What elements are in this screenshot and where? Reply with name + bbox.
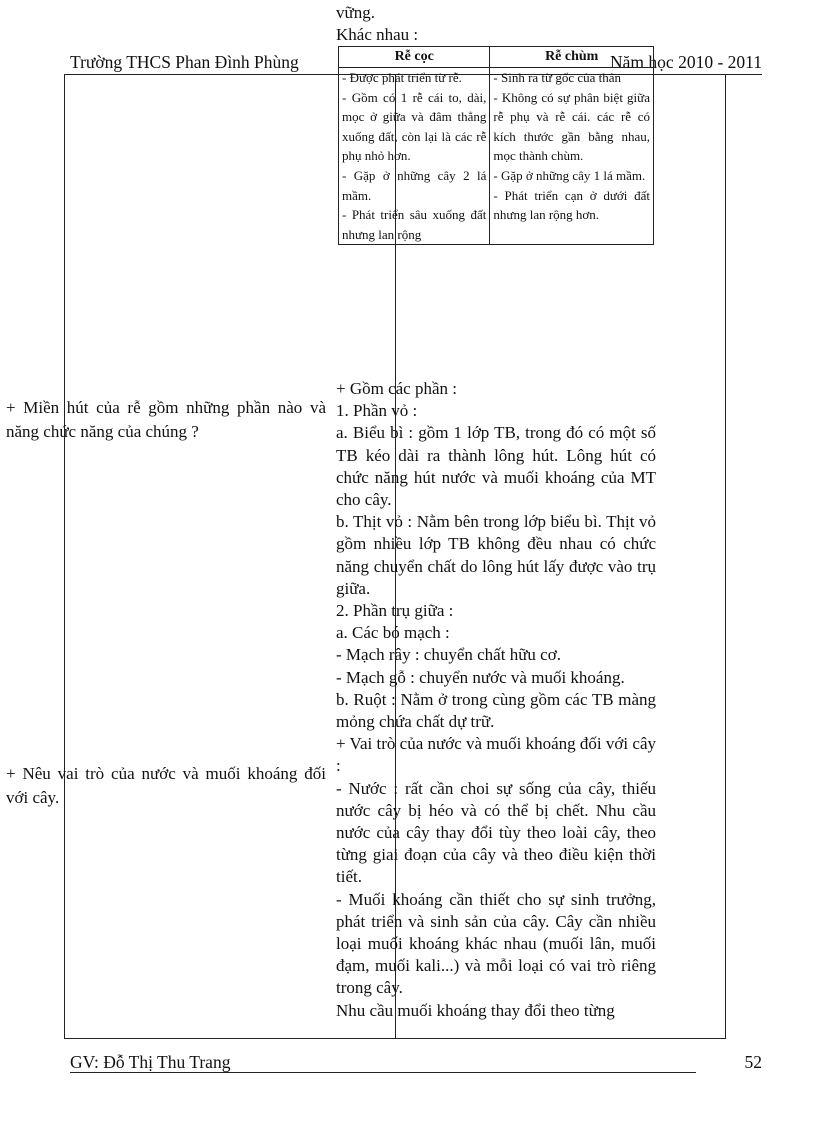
answer-line: - Mạch rây : chuyển chất hữu cơ. [336, 645, 561, 665]
answer-line: - Muối khoáng cần thiết cho sự sinh trưởng, phát triển và sinh sản của cây. Cây cần nhiều loại muối khoáng khác nhau (muối lân, muối đạm, muối kali...) và mỗi loại có vai trò riêng trong cây. [336, 889, 656, 998]
answer-line: b. Thịt vỏ : Nằm bên trong lớp biểu bì. Thịt vỏ gồm nhiều lớp TB không đều nhau có chức năng chuyển chất do lông hút lấy được vào trụ giữa. [336, 512, 656, 598]
answer-line: a. Biểu bì : gồm 1 lớp TB, trong đó có một số TB kéo dài ra thành lông hút. Lông hút có chức năng hút nước và muối khoáng của MT cho cây. [336, 423, 656, 510]
header-taproot: Rễ cọc [339, 47, 490, 68]
school-year: Năm học 2010 - 2011 [610, 52, 762, 72]
answer-line: b. Ruột : Nằm ở trong cùng gồm các TB màng mỏng chứa chất dự trữ. [336, 689, 656, 732]
answer-line: 2. Phần trụ giữa : [336, 601, 454, 621]
taproot-structure: - Gồm có 1 rễ cái to, dài, mọc ở giữa và đâm thẳng xuống đất, còn lại là các rễ phụ nhỏ hơn. [342, 89, 487, 164]
taproot-origin: - Được phát triển từ rễ. [342, 70, 462, 85]
answer-line: 1. Phần vỏ : [336, 401, 418, 421]
fibrous-root-cell [490, 68, 654, 245]
taproot-growth: - Phát triển sâu xuống đất nhưng lan rộng [342, 207, 487, 242]
answer-top-line: vững. [336, 3, 375, 22]
answer-line: + Vai trò của nước và muối khoáng đối với cây : [336, 734, 656, 776]
school-name: Trường THCS Phan Đình Phùng [70, 52, 299, 72]
question-water-minerals: + Nêu vai trò của nước và muối khoáng đối với cây. [6, 764, 326, 807]
fibrous-structure: - Không có sự phân biệt giữa rễ phụ và rễ cái. các rễ có kích thước gần bằng nhau, mọc thành chùm. [493, 89, 650, 164]
answer-line: a. Các bó mạch : [336, 623, 450, 643]
answer-line: Nhu cầu muối khoáng thay đổi theo từng [336, 1000, 615, 1020]
answer-body [336, 378, 656, 1022]
answer-line: - Nước : rất cần choi sự sống của cây, thiếu nước cây bị héo và có thể bị chết. Nhu cầu nước của cây thay đổi tùy theo loài cây, theo từng giai đoạn của cây và theo điều kiện thời tiết. [336, 778, 656, 887]
header-fibrous-root: Rễ chùm [490, 47, 654, 68]
answer-line: - Mạch gỗ : chuyển nước và muối khoáng. [336, 667, 625, 687]
difference-title: Khác nhau : [336, 25, 419, 45]
taproot-plants: - Gặp ở những cây 2 lá mầm. [342, 167, 487, 203]
fibrous-growth: - Phát triển cạn ở dưới đất nhưng lan rộng hơn. [493, 187, 650, 223]
page-number: 52 [744, 1052, 762, 1072]
page-footer [70, 1052, 762, 1074]
question-root-absorption: + Miền hút của rễ gồm những phần nào và năng chức năng của chúng ? [6, 398, 326, 441]
answer-column [336, 2, 656, 46]
teacher-name: GV: Đỗ Thị Thu Trang [70, 1052, 696, 1073]
answer-line: + Gồm các phần : [336, 379, 457, 398]
root-comparison-table [338, 46, 654, 245]
fibrous-origin: - Sinh ra từ gốc của thân [493, 70, 622, 85]
fibrous-plants: - Gặp ở những cây 1 lá mầm. [493, 167, 646, 183]
taproot-cell [339, 68, 490, 245]
